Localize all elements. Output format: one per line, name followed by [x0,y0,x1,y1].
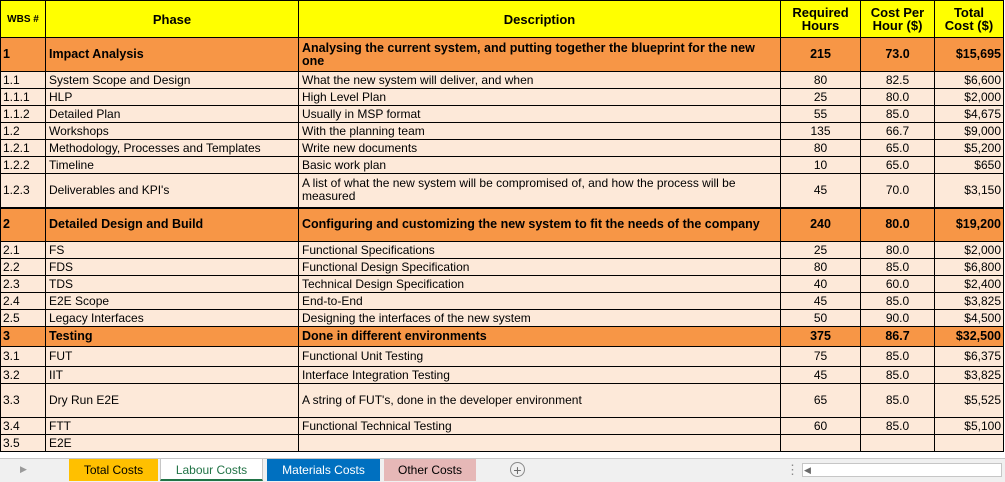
cell-cost-per-hour[interactable]: 85.0 [861,384,935,418]
cell-cost-per-hour[interactable]: 66.7 [861,123,935,140]
cell-required-hours[interactable]: 215 [781,38,861,72]
cell-description[interactable]: High Level Plan [299,89,781,106]
cell-total-cost[interactable]: $2,000 [935,89,1004,106]
cell-phase[interactable]: FUT [46,347,299,367]
table-row [1,72,1004,89]
cell-total-cost[interactable]: $4,675 [935,106,1004,123]
cell-total-cost[interactable]: $32,500 [935,327,1004,347]
cell-total-cost[interactable]: $15,695 [935,38,1004,72]
plus-circle-icon[interactable]: + [510,462,525,477]
cell-wbs[interactable]: 1.1 [1,72,46,89]
cell-wbs[interactable]: 1.2.3 [1,174,46,208]
table-row [1,259,1004,276]
table-row [1,435,1004,452]
cell-cost-per-hour[interactable]: 65.0 [861,157,935,174]
cell-required-hours[interactable]: 75 [781,347,861,367]
cell-required-hours[interactable]: 25 [781,89,861,106]
cell-cost-per-hour[interactable]: 80.0 [861,242,935,259]
cell-cost-per-hour[interactable]: 85.0 [861,293,935,310]
cell-cost-per-hour[interactable]: 85.0 [861,367,935,384]
cell-description[interactable]: Functional Specifications [299,242,781,259]
cell-description[interactable]: Done in different environments [299,327,781,347]
cell-total-cost[interactable]: $6,375 [935,347,1004,367]
cell-description[interactable]: Technical Design Specification [299,276,781,293]
cell-required-hours[interactable]: 40 [781,276,861,293]
cell-wbs[interactable]: 1 [1,38,46,72]
cell-total-cost[interactable]: $2,400 [935,276,1004,293]
cell-required-hours[interactable]: 45 [781,293,861,310]
cell-phase[interactable]: Methodology, Processes and Templates [46,140,299,157]
table-row [1,418,1004,435]
cell-description[interactable]: Interface Integration Testing [299,367,781,384]
cell-phase[interactable]: Testing [46,327,299,347]
cell-cost-per-hour[interactable]: 65.0 [861,140,935,157]
header-required-hours[interactable]: Required Hours [781,1,861,38]
cell-phase[interactable]: System Scope and Design [46,72,299,89]
cell-required-hours[interactable]: 50 [781,310,861,327]
cell-cost-per-hour[interactable] [861,435,935,452]
cell-total-cost[interactable]: $5,200 [935,140,1004,157]
table-row [1,293,1004,310]
cell-phase[interactable]: TDS [46,276,299,293]
cell-total-cost[interactable]: $5,100 [935,418,1004,435]
cell-phase[interactable]: E2E Scope [46,293,299,310]
cell-description[interactable]: Basic work plan [299,157,781,174]
phase-row [1,38,1004,72]
cell-phase[interactable]: Detailed Plan [46,106,299,123]
table-row [1,89,1004,106]
tab-other-costs[interactable]: Other Costs [384,459,476,481]
cell-total-cost[interactable]: $3,150 [935,174,1004,208]
cell-total-cost[interactable] [935,435,1004,452]
cell-phase[interactable]: FTT [46,418,299,435]
cell-description[interactable]: Functional Unit Testing [299,347,781,367]
cell-required-hours[interactable]: 10 [781,157,861,174]
header-cost-per-hour[interactable]: Cost Per Hour ($) [861,1,935,38]
cell-required-hours[interactable]: 80 [781,140,861,157]
cell-total-cost[interactable]: $2,000 [935,242,1004,259]
table-body [1,38,1004,452]
header-phase[interactable]: Phase [46,1,299,38]
cell-phase[interactable]: Impact Analysis [46,38,299,72]
cell-description[interactable]: With the planning team [299,123,781,140]
cell-required-hours[interactable]: 80 [781,72,861,89]
cell-description[interactable]: Usually in MSP format [299,106,781,123]
cell-wbs[interactable]: 2.2 [1,259,46,276]
cell-required-hours[interactable]: 240 [781,208,861,242]
table-row [1,276,1004,293]
cell-description[interactable]: Analysing the current system, and putting together the blueprint for the new one [299,38,781,72]
cell-phase[interactable]: Detailed Design and Build [46,208,299,242]
scroll-left-arrow-icon[interactable]: ◀ [804,465,811,475]
cell-wbs[interactable]: 2 [1,208,46,242]
cell-description[interactable]: Functional Technical Testing [299,418,781,435]
sheet-tab-bar [0,458,1005,482]
table-row [1,310,1004,327]
cell-wbs[interactable]: 1.2.1 [1,140,46,157]
cell-cost-per-hour[interactable]: 85.0 [861,418,935,435]
table-row [1,384,1004,418]
cell-description[interactable]: A list of what the new system will be compromised of, and how the process will be measured [299,174,781,208]
cell-wbs[interactable]: 2.3 [1,276,46,293]
cell-phase[interactable]: IIT [46,367,299,384]
header-row [1,1,1004,38]
cell-wbs[interactable]: 2.1 [1,242,46,259]
cell-total-cost[interactable]: $3,825 [935,367,1004,384]
header-description[interactable]: Description [299,1,781,38]
cell-cost-per-hour[interactable]: 85.0 [861,347,935,367]
cell-description[interactable]: Functional Design Specification [299,259,781,276]
cell-wbs[interactable]: 3.1 [1,347,46,367]
header-total-cost[interactable]: Total Cost ($) [935,1,1004,38]
cell-phase[interactable]: FDS [46,259,299,276]
cell-phase[interactable]: E2E [46,435,299,452]
cell-phase[interactable]: Legacy Interfaces [46,310,299,327]
cell-wbs[interactable]: 1.1.2 [1,106,46,123]
cell-wbs[interactable]: 1.2.2 [1,157,46,174]
cell-phase[interactable]: Timeline [46,157,299,174]
vertical-dots-icon[interactable]: ⋮ [786,462,799,477]
cell-wbs[interactable]: 1.1.1 [1,89,46,106]
cell-cost-per-hour[interactable]: 60.0 [861,276,935,293]
cell-cost-per-hour[interactable]: 73.0 [861,38,935,72]
cell-required-hours[interactable]: 25 [781,242,861,259]
table-row [1,157,1004,174]
header-wbs[interactable]: WBS # [1,1,46,38]
cell-total-cost[interactable]: $4,500 [935,310,1004,327]
cell-description[interactable]: A string of FUT's, done in the developer environment [299,384,781,418]
cell-wbs[interactable]: 3 [1,327,46,347]
horizontal-scrollbar[interactable] [802,463,1002,477]
phase-row [1,327,1004,347]
cell-description[interactable]: Designing the interfaces of the new system [299,310,781,327]
cell-required-hours[interactable]: 135 [781,123,861,140]
tab-materials-costs[interactable]: Materials Costs [267,459,380,481]
cell-required-hours[interactable]: 80 [781,259,861,276]
table-row [1,367,1004,384]
cell-cost-per-hour[interactable]: 80.0 [861,89,935,106]
cell-required-hours[interactable]: 375 [781,327,861,347]
cell-required-hours[interactable]: 45 [781,367,861,384]
table-row [1,174,1004,208]
cell-phase[interactable]: Deliverables and KPI's [46,174,299,208]
cell-phase[interactable]: FS [46,242,299,259]
cell-required-hours[interactable]: 45 [781,174,861,208]
cell-wbs[interactable]: 3.2 [1,367,46,384]
cell-required-hours[interactable] [781,435,861,452]
cell-cost-per-hour[interactable]: 85.0 [861,106,935,123]
cell-total-cost[interactable]: $6,600 [935,72,1004,89]
phase-row [1,208,1004,242]
table-row [1,123,1004,140]
table-row [1,140,1004,157]
cell-cost-per-hour[interactable]: 70.0 [861,174,935,208]
cell-cost-per-hour[interactable]: 85.0 [861,259,935,276]
cell-required-hours[interactable]: 65 [781,384,861,418]
triangle-left-icon[interactable]: ▶ [20,464,27,474]
cell-cost-per-hour[interactable]: 90.0 [861,310,935,327]
tab-total-costs[interactable]: Total Costs [69,459,158,481]
cell-required-hours[interactable]: 60 [781,418,861,435]
cell-wbs[interactable]: 2.4 [1,293,46,310]
cell-description[interactable] [299,435,781,452]
cell-description[interactable]: What the new system will deliver, and when [299,72,781,89]
table-row [1,347,1004,367]
cell-description[interactable]: Configuring and customizing the new system to fit the needs of the company [299,208,781,242]
cell-description[interactable]: Write new documents [299,140,781,157]
cell-wbs[interactable]: 3.4 [1,418,46,435]
cell-total-cost[interactable]: $19,200 [935,208,1004,242]
cell-required-hours[interactable]: 55 [781,106,861,123]
cell-total-cost[interactable]: $9,000 [935,123,1004,140]
table-row [1,242,1004,259]
cell-wbs[interactable]: 3.5 [1,435,46,452]
cell-total-cost[interactable]: $650 [935,157,1004,174]
cell-wbs[interactable]: 3.3 [1,384,46,418]
cell-total-cost[interactable]: $6,800 [935,259,1004,276]
cell-wbs[interactable]: 2.5 [1,310,46,327]
cell-phase[interactable]: Dry Run E2E [46,384,299,418]
cell-cost-per-hour[interactable]: 82.5 [861,72,935,89]
cell-total-cost[interactable]: $3,825 [935,293,1004,310]
cell-description[interactable]: End-to-End [299,293,781,310]
cell-total-cost[interactable]: $5,525 [935,384,1004,418]
cell-cost-per-hour[interactable]: 80.0 [861,208,935,242]
cell-cost-per-hour[interactable]: 86.7 [861,327,935,347]
cell-phase[interactable]: HLP [46,89,299,106]
cell-wbs[interactable]: 1.2 [1,123,46,140]
table-row [1,106,1004,123]
cell-phase[interactable]: Workshops [46,123,299,140]
tab-labour-costs[interactable]: Labour Costs [160,459,263,481]
